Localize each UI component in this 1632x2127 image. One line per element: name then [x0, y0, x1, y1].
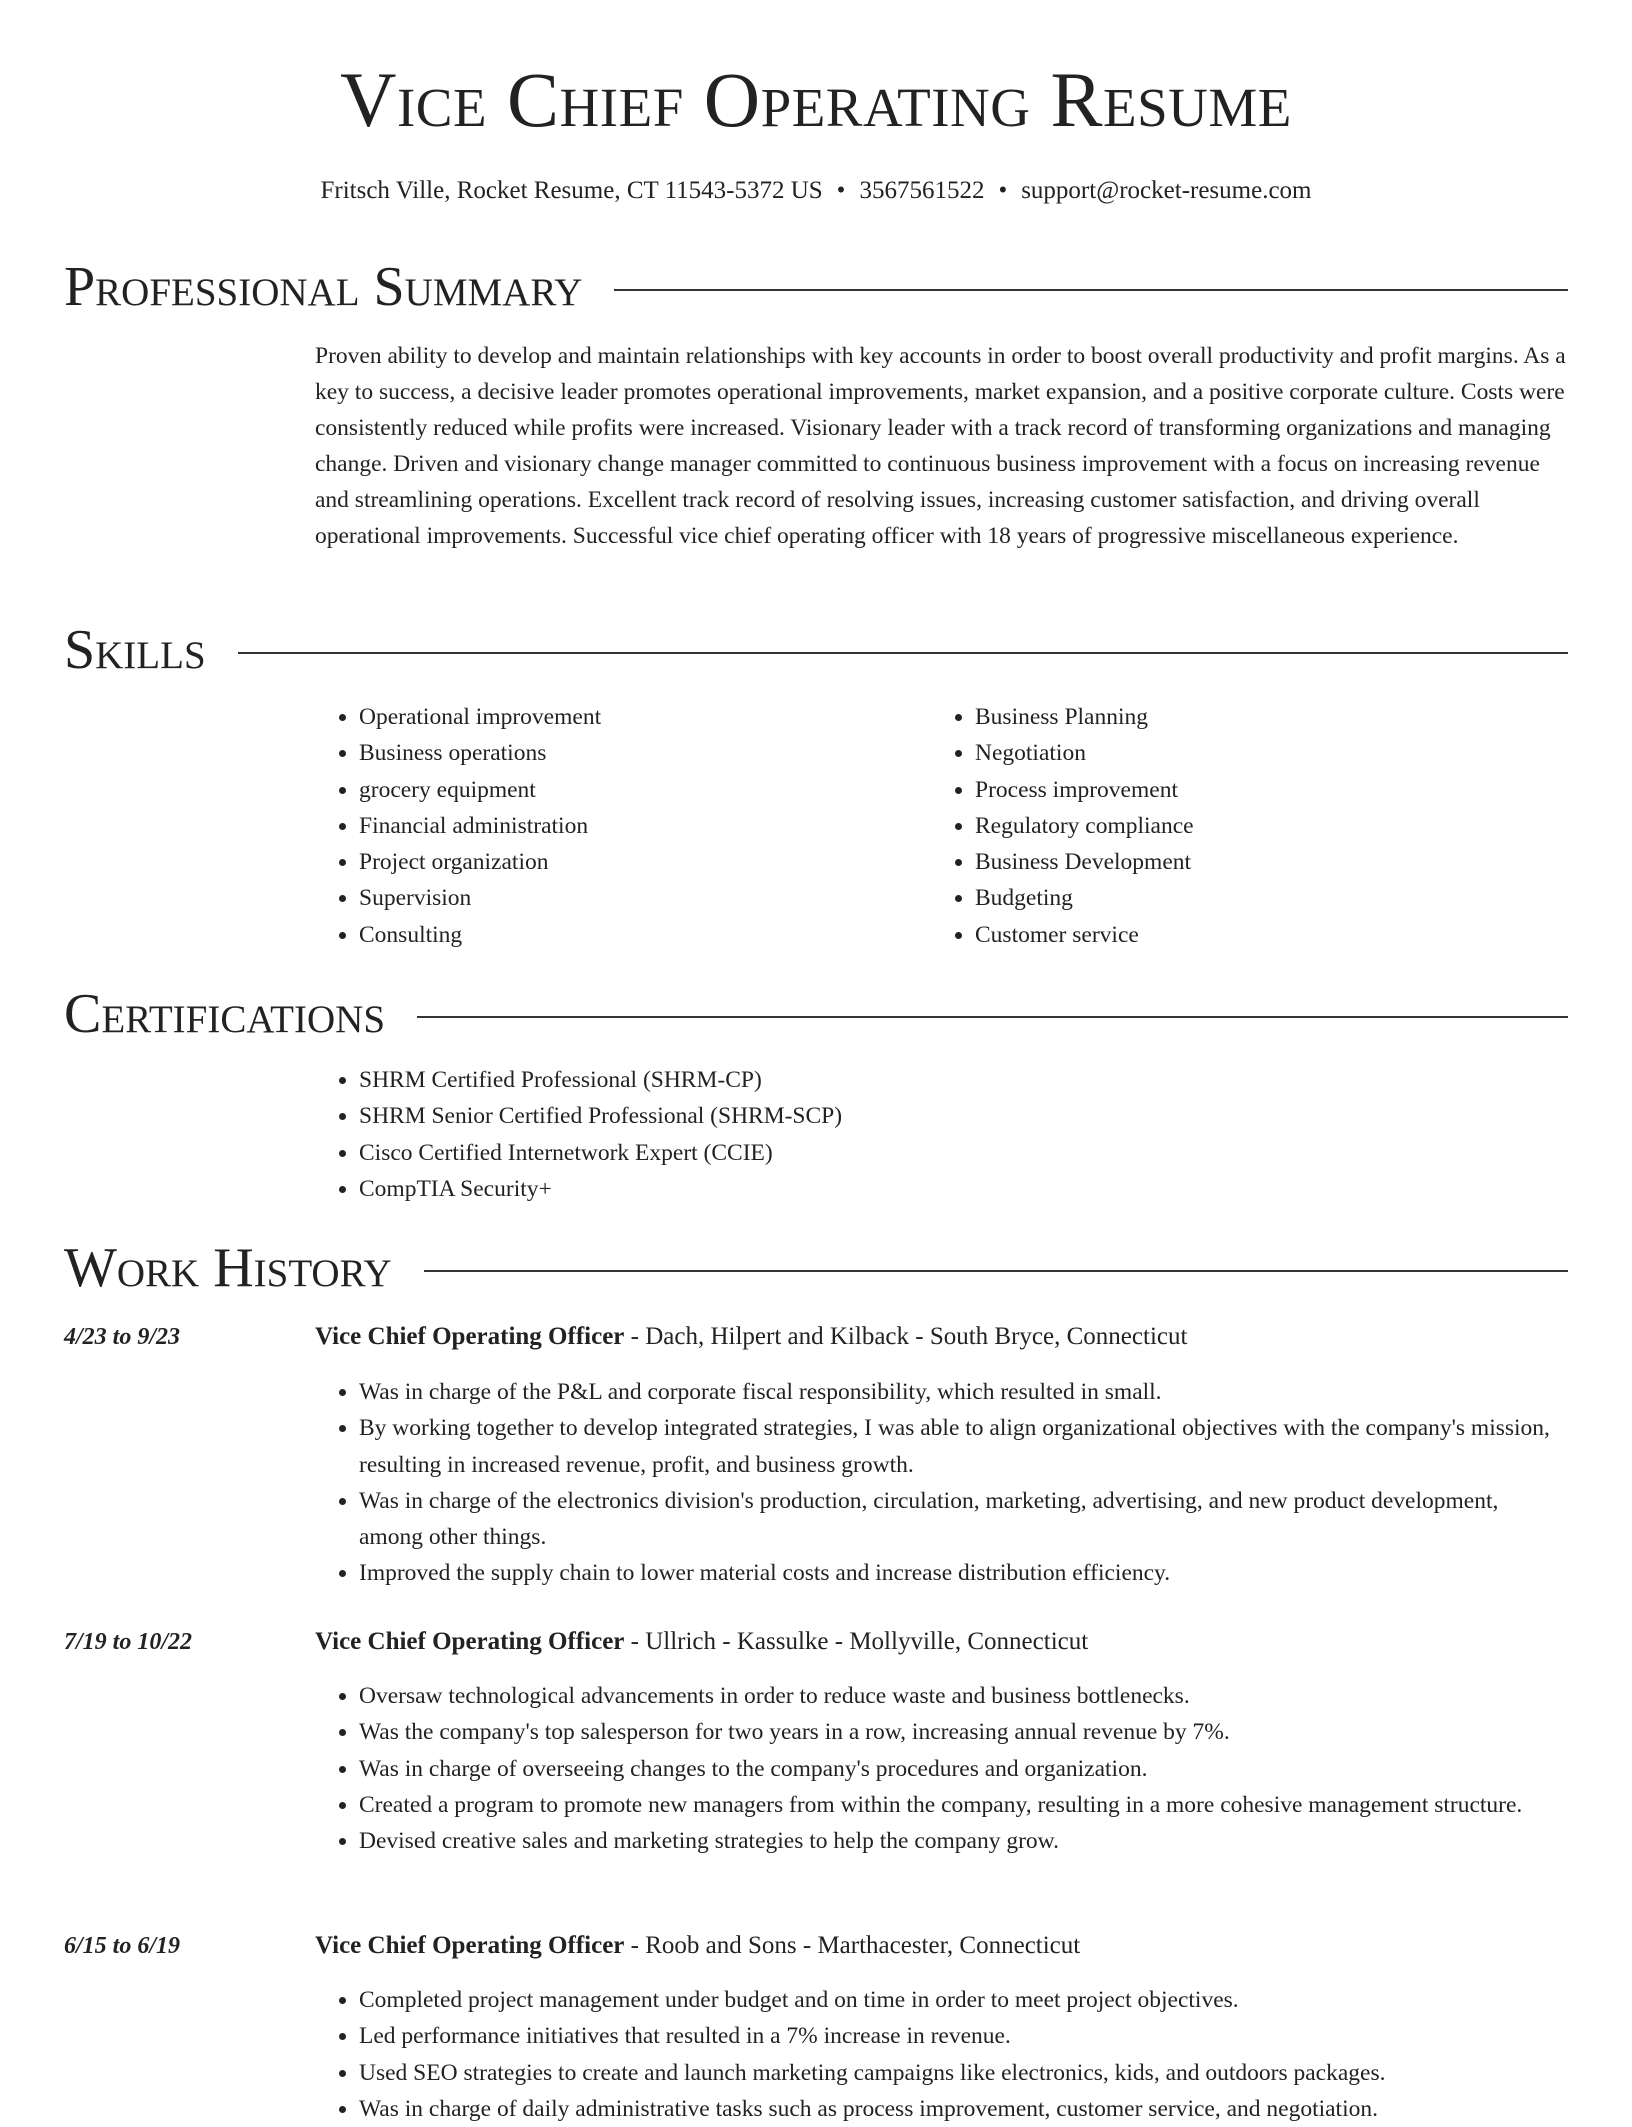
job-bullet-item: • Was in charge of the electronics division's production, circulation, marketing, advertising, and new product development, among other things.	[359, 1483, 1568, 1556]
skill-item: • Budgeting	[975, 880, 1531, 916]
skill-item: • Business Development	[975, 844, 1531, 880]
job-company: - Dach, Hilpert and Kilback - South Bryce, Connecticut	[624, 1323, 1188, 1350]
certification-item: • CompTIA Security+	[359, 1171, 1315, 1207]
job-bullets-block	[315, 1374, 1568, 1592]
job-bullet-item: • Was in charge of overseeing changes to the company's procedures and organization.	[359, 1751, 1568, 1787]
skills-column-right	[931, 699, 1531, 953]
skill-item: • Negotiation	[975, 735, 1531, 771]
job-bullet-item: • Used SEO strategies to create and launch marketing campaigns like electronics, kids, and outdoors packages.	[359, 2055, 1568, 2091]
contact-separator: •	[998, 177, 1008, 204]
summary-heading: Professional Summary	[64, 256, 583, 318]
skills-list-left	[315, 699, 875, 953]
job-role: Vice Chief Operating Officer	[315, 1628, 625, 1655]
summary-heading-row	[64, 252, 1568, 322]
contact-separator: •	[836, 177, 846, 204]
summary-text: Proven ability to develop and maintain relationships with key accounts in order to boost overall productivity and profit margins. As a key to success, a decisive leader promotes operational improvements, market expansion, and a positive corporate culture. Costs were consistently reduced while profits were increased. Visionary leader with a track record of transforming organizations and managing change. Driven and visionary change manager committed to continuous business improvement with a focus on increasing revenue and streamlining operations. Excellent track record of resolving issues, increasing customer satisfaction, and driving overall operational improvements. Successful vice chief operating officer with 18 years of progressive miscellaneous experience.	[315, 343, 1566, 549]
section-divider	[424, 1270, 1568, 1272]
skills-heading: Skills	[64, 619, 206, 681]
job-bullet-item: • Was in charge of daily administrative tasks such as process improvement, customer service, and negotiation.	[359, 2091, 1568, 2127]
job-dates: 4/23 to 9/23	[64, 1324, 181, 1350]
job-dates: 7/19 to 10/22	[64, 1629, 193, 1655]
skill-item: • Financial administration	[359, 808, 875, 844]
job-bullet-item: • By working together to develop integrated strategies, I was able to align organizational objectives with the company's mission, resulting in increased revenue, profit, and business growth.	[359, 1410, 1568, 1483]
job-bullets	[315, 1678, 1568, 1859]
skill-item: • Business operations	[359, 735, 875, 771]
job-title-line	[315, 1320, 1568, 1354]
section-divider	[417, 1016, 1568, 1018]
job-role: Vice Chief Operating Officer	[315, 1323, 625, 1350]
job-title-line	[315, 1625, 1568, 1659]
job-bullet-item: • Completed project management under budget and on time in order to meet project objectives.	[359, 1982, 1568, 2018]
certifications-heading-row	[64, 979, 1568, 1049]
skill-item: • Project organization	[359, 844, 875, 880]
job-bullet-item: • Was in charge of the P&L and corporate fiscal responsibility, which resulted in small.	[359, 1374, 1568, 1410]
job-bullets	[315, 1982, 1568, 2127]
contact-phone: 3567561522	[859, 177, 985, 204]
skill-item: • grocery equipment	[359, 772, 875, 808]
job-bullet-item: • Improved the supply chain to lower material costs and increase distribution efficiency.	[359, 1555, 1568, 1591]
job-bullets-block	[315, 1982, 1568, 2127]
job-bullet-item: • Devised creative sales and marketing strategies to help the company grow.	[359, 1823, 1568, 1859]
certifications-heading: Certifications	[64, 983, 386, 1045]
skill-item: • Supervision	[359, 880, 875, 916]
job-company: - Roob and Sons - Marthacester, Connecticut	[624, 1932, 1081, 1959]
resume-title: Vice Chief Operating Resume	[340, 56, 1292, 143]
job-bullet-item: • Was the company's top salesperson for two years in a row, increasing annual revenue by 7%.	[359, 1714, 1568, 1750]
job-bullets-block	[315, 1678, 1568, 1859]
job-role: Vice Chief Operating Officer	[315, 1932, 625, 1959]
skills-heading-row	[64, 615, 1568, 685]
skill-item: • Regulatory compliance	[975, 808, 1531, 844]
certifications-block	[315, 1062, 1315, 1207]
work-heading: Work History	[64, 1237, 392, 1299]
work-heading-row	[64, 1233, 1568, 1303]
job-bullets	[315, 1374, 1568, 1592]
contact-line	[0, 174, 1632, 208]
job-bullet-item: • Oversaw technological advancements in order to reduce waste and business bottlenecks.	[359, 1678, 1568, 1714]
skill-item: • Consulting	[359, 917, 875, 953]
skill-item: • Business Planning	[975, 699, 1531, 735]
section-divider	[238, 652, 1568, 654]
certification-item: • Cisco Certified Internetwork Expert (CCIE)	[359, 1135, 1315, 1171]
certification-item: • SHRM Senior Certified Professional (SHRM-SCP)	[359, 1098, 1315, 1134]
skill-item: • Operational improvement	[359, 699, 875, 735]
contact-address: Fritsch Ville, Rocket Resume, CT 11543-5372 US	[320, 177, 823, 204]
job-bullet-item: • Created a program to promote new managers from within the company, resulting in a more cohesive management structure.	[359, 1787, 1568, 1823]
skills-column-left	[315, 699, 875, 953]
job-bullet-item: • Led performance initiatives that resulted in a 7% increase in revenue.	[359, 2018, 1568, 2054]
skills-list-right	[931, 699, 1531, 953]
section-divider	[614, 289, 1568, 291]
certification-item: • SHRM Certified Professional (SHRM-CP)	[359, 1062, 1315, 1098]
skill-item: • Customer service	[975, 917, 1531, 953]
contact-email: support@rocket-resume.com	[1021, 177, 1312, 204]
job-title-line	[315, 1929, 1568, 1963]
job-company: - Ullrich - Kassulke - Mollyville, Connecticut	[624, 1628, 1089, 1655]
skill-item: • Process improvement	[975, 772, 1531, 808]
certifications-list	[315, 1062, 1315, 1207]
job-dates: 6/15 to 6/19	[64, 1933, 181, 1959]
